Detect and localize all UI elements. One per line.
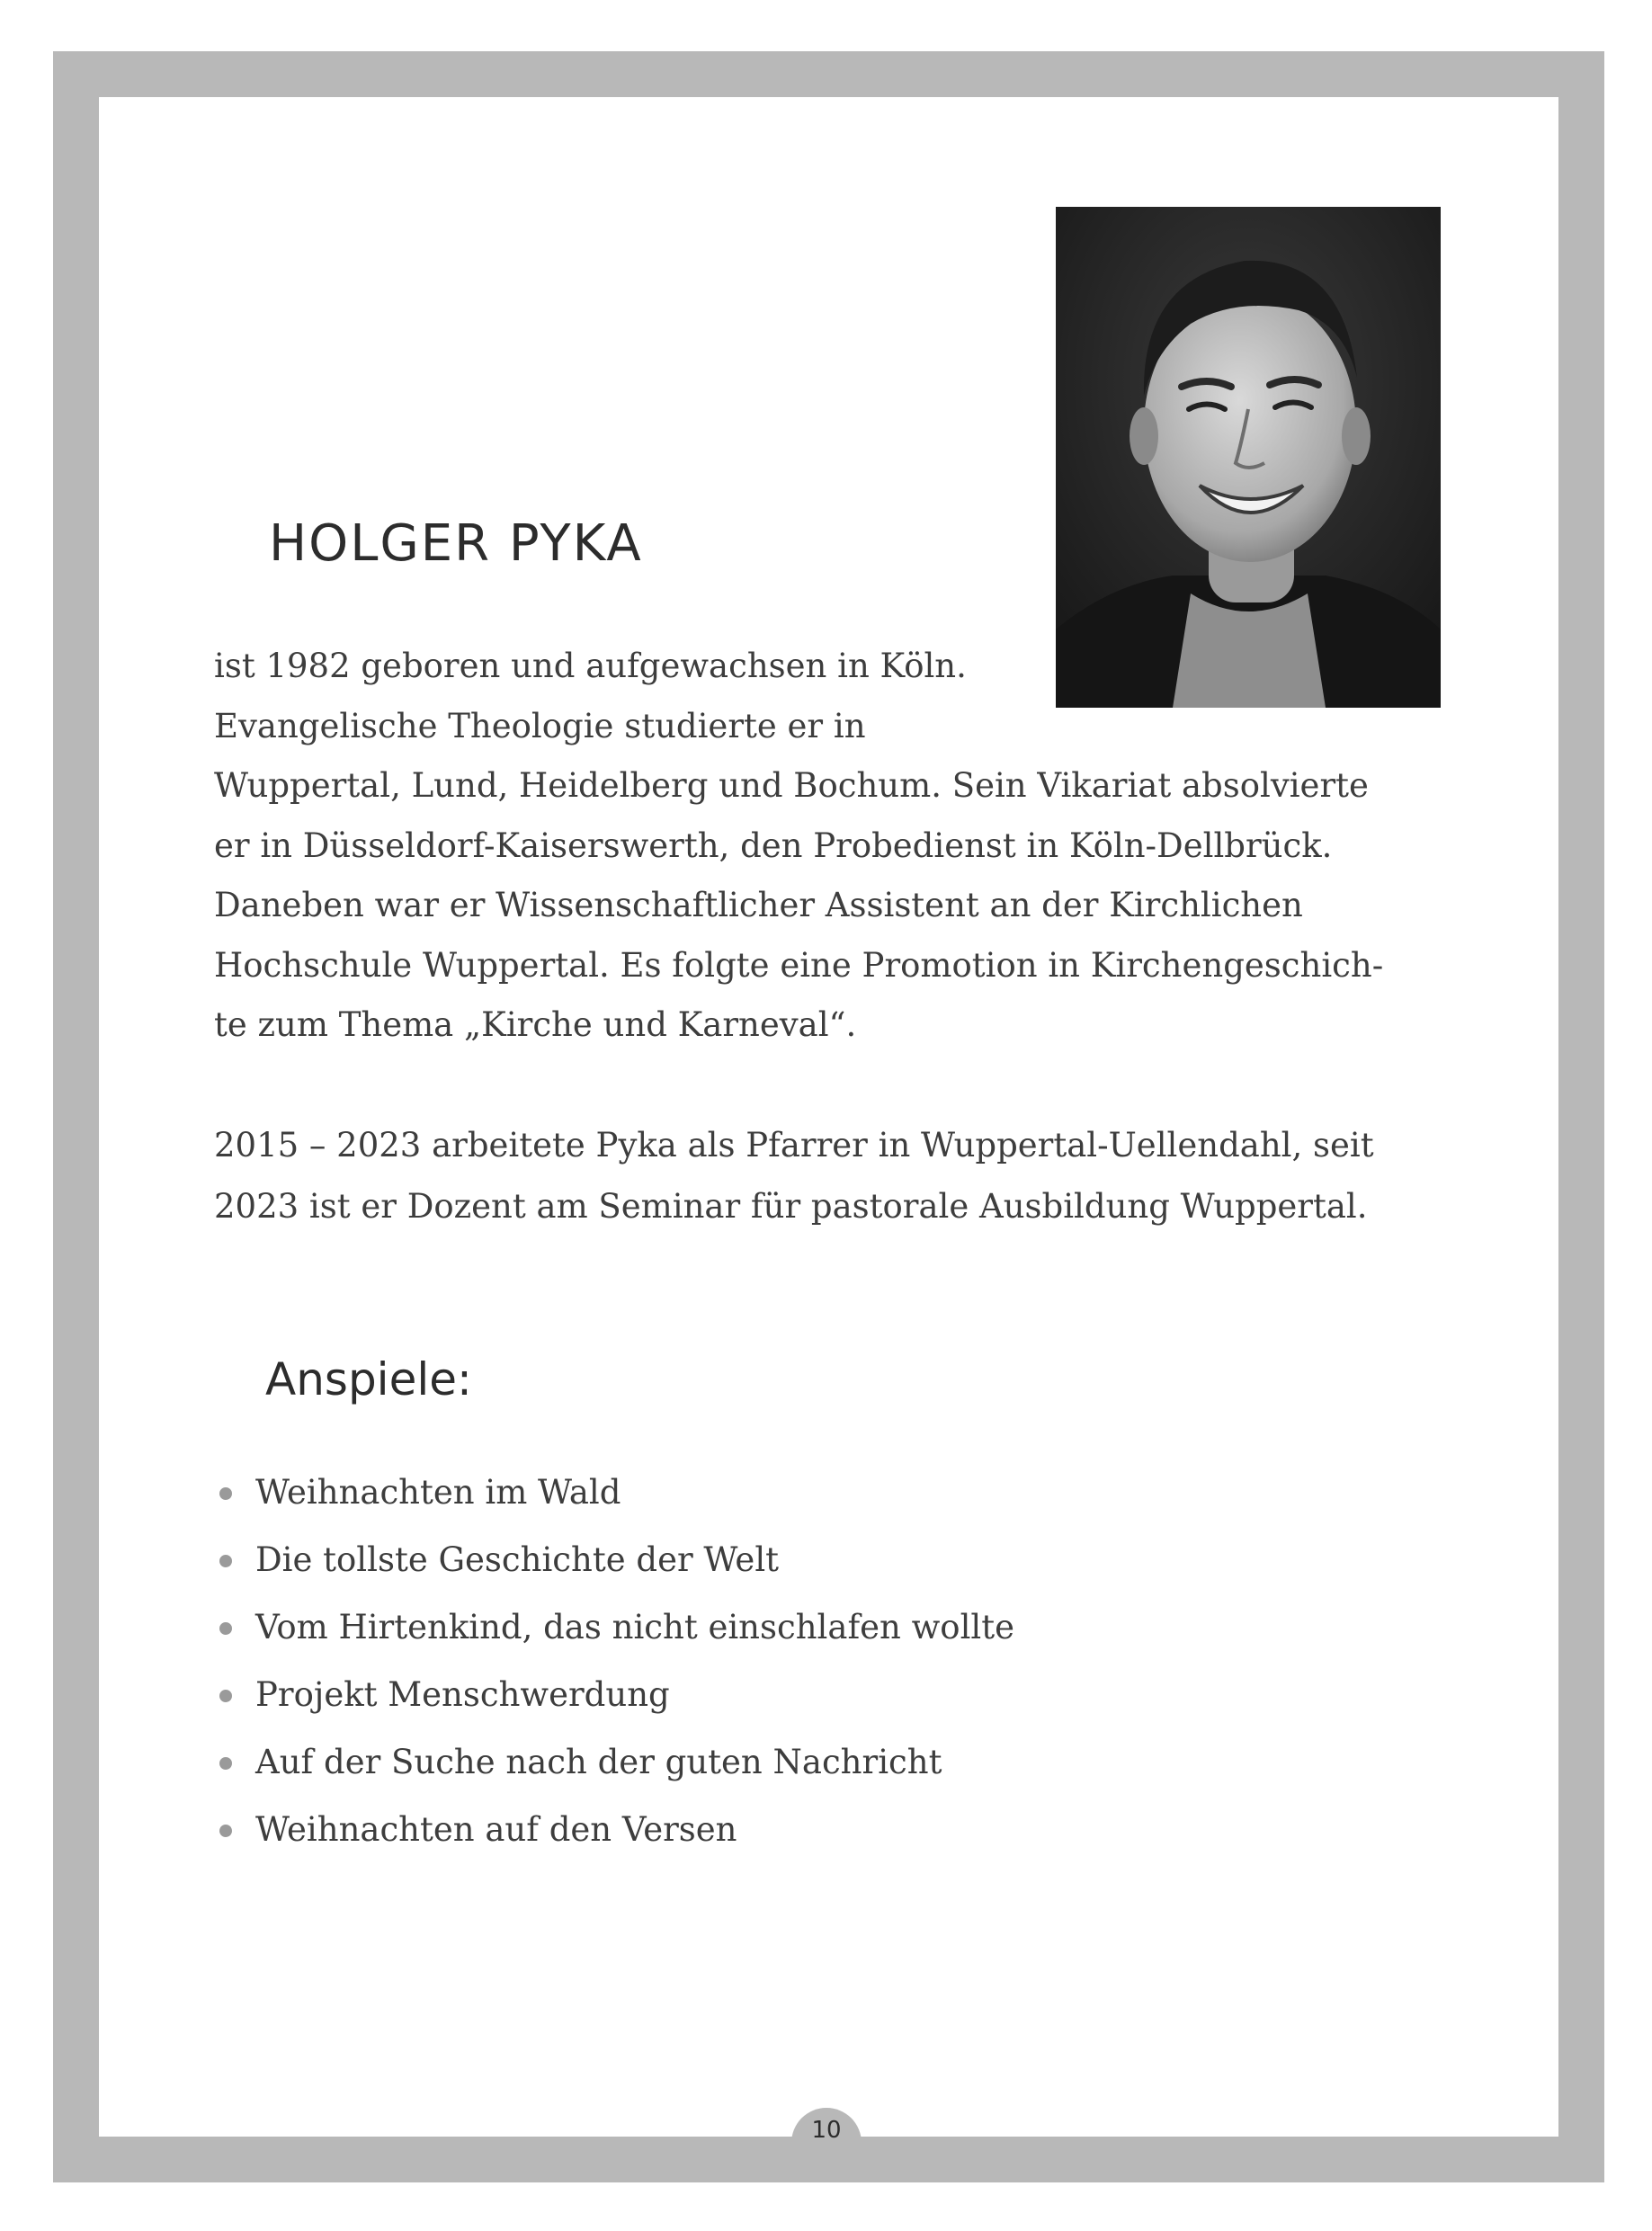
bio-line: Daneben war er Wissenschaftlicher Assistent an der Kirchlichen	[214, 886, 1303, 924]
bullet-icon	[219, 1487, 232, 1500]
list-item	[219, 1459, 1014, 1526]
author-photo	[1056, 207, 1441, 708]
list-item	[219, 1728, 1014, 1796]
bio-line: Evangelische Theologie studierte er in	[214, 706, 866, 745]
bullet-icon	[219, 1757, 232, 1770]
bullet-icon	[219, 1555, 232, 1567]
play-title: Weihnachten auf den Versen	[255, 1810, 737, 1849]
bio-line: Hochschule Wuppertal. Es folgte eine Promotion in Kirchengeschich-	[214, 945, 1384, 985]
page-number: 10	[811, 2117, 842, 2144]
list-item	[219, 1661, 1014, 1728]
plays-list	[219, 1459, 1014, 1863]
play-title: Projekt Menschwerdung	[255, 1675, 670, 1714]
bio-line: 2023 ist er Dozent am Seminar für pastorale Ausbildung Wuppertal.	[214, 1187, 1368, 1226]
list-item	[219, 1796, 1014, 1863]
portrait-illustration	[1056, 207, 1441, 708]
plays-heading: Anspiele:	[265, 1353, 472, 1406]
bullet-icon	[219, 1690, 232, 1702]
list-item	[219, 1593, 1014, 1661]
author-name: HOLGER PYKA	[269, 514, 643, 573]
bio-line: er in Düsseldorf-Kaiserswerth, den Probedienst in Köln-Dellbrück.	[214, 825, 1333, 865]
bio-line: ist 1982 geboren und aufgewachsen in Köln.	[214, 647, 967, 685]
bio-paragraph-2	[214, 1115, 1455, 1237]
bio-line: te zum Thema „Kirche und Karneval“.	[214, 1005, 857, 1044]
page-number-tab	[791, 2108, 862, 2151]
play-title: Die tollste Geschichte der Welt	[255, 1540, 780, 1579]
list-item	[219, 1526, 1014, 1593]
bio-paragraph-1	[214, 637, 1455, 1056]
bio-line: 2015 – 2023 arbeitete Pyka als Pfarrer in Wuppertal-Uellendahl, seit	[214, 1126, 1374, 1165]
play-title: Auf der Suche nach der guten Nachricht	[255, 1743, 942, 1781]
bullet-icon	[219, 1622, 232, 1635]
bio-line: Wuppertal, Lund, Heidelberg und Bochum. Sein Vikariat absolvierte	[214, 766, 1369, 805]
play-title: Weihnachten im Wald	[255, 1473, 621, 1512]
bullet-icon	[219, 1825, 232, 1837]
play-title: Vom Hirtenkind, das nicht einschlafen wollte	[255, 1608, 1015, 1646]
